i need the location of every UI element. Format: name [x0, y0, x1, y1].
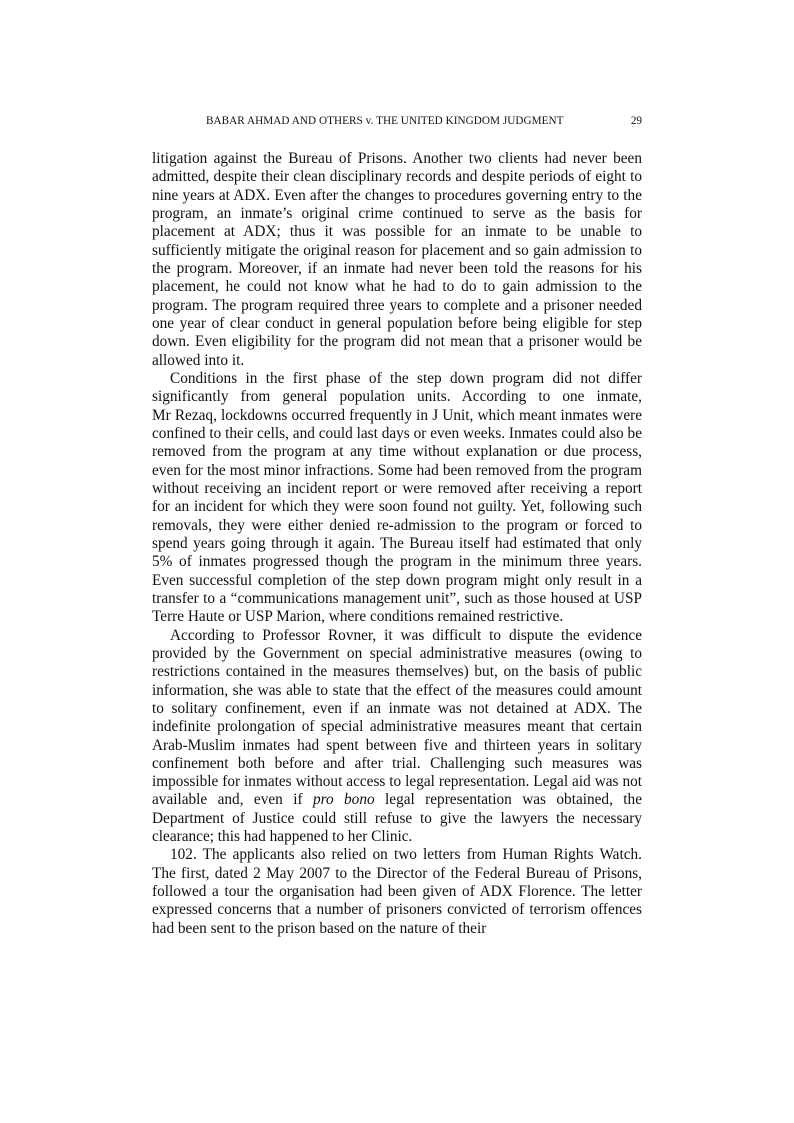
body-text — [152, 150, 642, 938]
page-number: 29 — [630, 115, 642, 127]
header-title: BABAR AHMAD AND OTHERS v. THE UNITED KINGDOM JUDGMENT — [206, 115, 564, 127]
paragraph-step-down-conditions: Conditions in the first phase of the step down program did not differ significantly from general population units. According to one inmate, Mr Rezaq, lockdowns occurred frequently in J Unit, which meant inmates were confined to their cells, and could last days or even weeks. Inmates could also be removed from the program at any time without explanation or due process, even for the most minor infractions. Some had been removed from the program without receiving an incident report or were removed after receiving a report for an incident for which they were soon found not guilty. Yet, following such removals, they were either denied re-admission to the program or forced to spend years going through it again. The Bureau itself had estimated that only 5% of inmates progressed though the program in the minimum three years. Even successful completion of the step down program might only result in a transfer to a “communications management unit”, such as those housed at USP Terre Haute or USP Marion, where conditions remained restrictive. — [152, 369, 642, 626]
paragraph-text: legal representation was obtained, the Department of Justice could still refuse to give the lawyers the necessary clearance; this had happened to her Clinic. — [152, 791, 642, 846]
paragraph-continued: litigation against the Bureau of Prisons. Another two clients had never been admitted, despite their clean disciplinary records and despite periods of eight to nine years at ADX. Even after the changes to procedures governing entry to the program, an inmate’s original crime continued to serve as the basis for placement at ADX; thus it was possible for an inmate to be unable to sufficiently mitigate the original reason for placement and so gain admission to the program. Moreover, if an inmate had never been told the reasons for his placement, he could not know what he had to do to gain admission to the program. The program required three years to complete and a prisoner needed one year of clear conduct in general population before being eligible for step down. Even eligibility for the program did not mean that a prisoner would be allowed into it. — [152, 150, 642, 369]
running-header — [152, 113, 642, 129]
paragraph-text: According to Professor Rovner, it was difficult to dispute the evidence provided by the Government on special administrative measures (owing to restrictions contained in the measures themselves) but, on the basis of public information, she was able to state that the effect of the measures could amount to solitary confinement, even if an inmate was not detained at ADX. The indefinite prolongation of special administrative measures meant that certain Arab-Muslim inmates had spent between five and thirteen years in solitary confinement both before and after trial. Challenging such measures was impossible for inmates without access to legal representation. Legal aid was not available and, even if — [152, 626, 642, 809]
paragraph-102: 102. The applicants also relied on two letters from Human Rights Watch. The first, dated 2 May 2007 to the Director of the Federal Bureau of Prisons, followed a tour the organisation had been given of ADX Florence. The letter expressed concerns that a number of prisoners convicted of terrorism offences had been sent to the prison based on the nature of their — [152, 846, 642, 937]
paragraph-rovner-testimony — [152, 627, 642, 847]
italic-term: pro bono — [312, 791, 375, 809]
